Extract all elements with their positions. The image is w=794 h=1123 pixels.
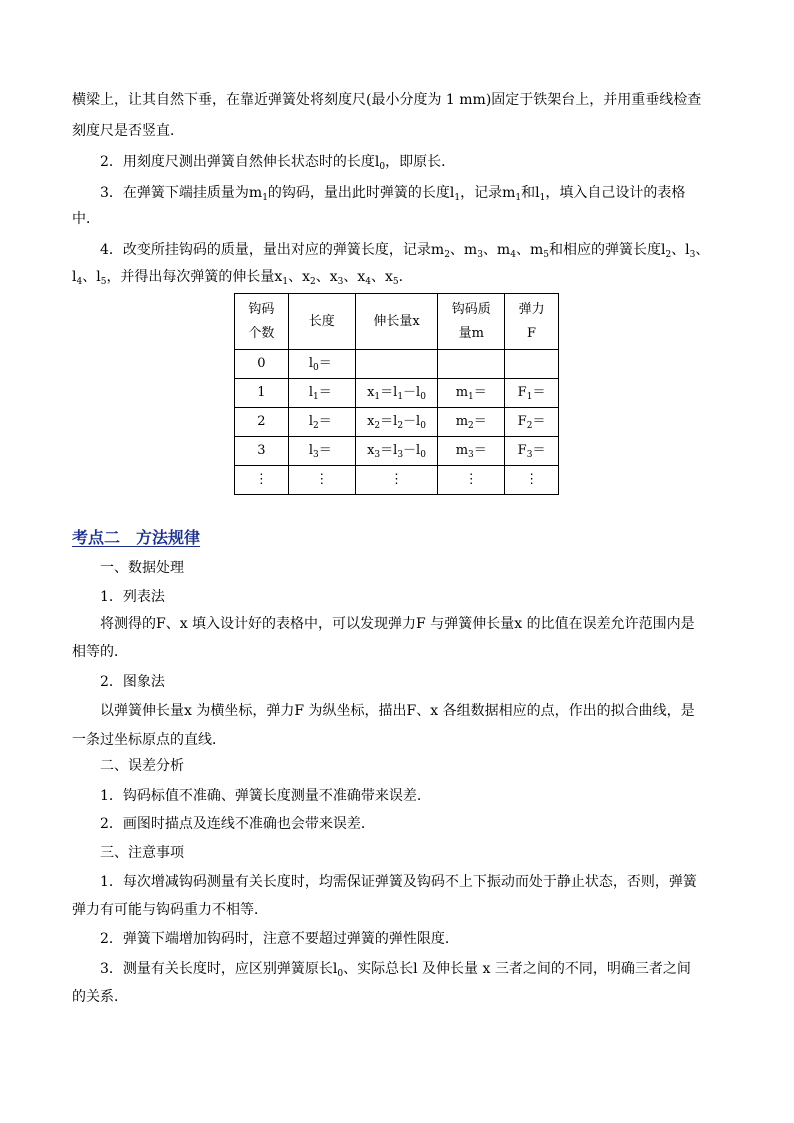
paragraph-line: 刻度尺是否竖直． [72,123,184,139]
table-cell: ⋮ [235,466,289,495]
table-cell: 2 [235,408,289,437]
table-row [235,408,559,437]
note-item-cont: 的关系． [72,989,128,1005]
table-cell: 3 [235,437,289,466]
table-cell [438,350,505,379]
table-cell: $m_2=$ [438,408,505,437]
note-item: 2．弹簧下端增加钩码时，注意不要超过弹簧的弹性限度． [100,931,459,947]
table-cell: 1 [235,379,289,408]
table-cell: $m_1=$ [438,379,505,408]
table-row [235,466,559,495]
step-2: 2．用刻度尺测出弹簧自然伸长状态时的长度$l_0$，即原长． [100,154,456,172]
note-item-cont: 弹力有可能与钩码重力不相等． [72,902,268,918]
table-cell: $l_2=$ [288,408,355,437]
table-cell: $l_0=$ [288,350,355,379]
table-cell: $l_1=$ [288,379,355,408]
paragraph-line: 将测得的F、x 填入设计好的表格中，可以发现弹力F 与弹簧伸长量x 的比值在误差允许范围内是 [100,616,695,632]
header-cell: 弹力 F [505,294,559,350]
table-cell: ⋮ [505,466,559,495]
header-cell: 伸长量x [355,294,438,350]
table-cell: $x_1=l_1-l_0$ [355,379,438,408]
method-graph: 2．图象法 [100,674,165,690]
paragraph-line: 横梁上，让其自然下垂，在靠近弹簧处将刻度尺(最小分度为 1 mm)固定于铁架台上，并用重垂线检查 [72,92,702,108]
header-cell: 钩码 个数 [235,294,289,350]
note-item: 1．每次增减钩码测量有关长度时，均需保证弹簧及钩码不上下振动而处于静止状态，否则，弹簧 [100,874,697,890]
table-cell: ⋮ [438,466,505,495]
step-4-cont: $l_4$、$l_5$，并得出每次弹簧的伸长量$x_1$、$x_2$、$x_3$、$x_4$、$x_5$. [72,269,404,287]
section-heading: 考点二 方法规律 [72,528,201,547]
header-cell: 长度 [288,294,355,350]
step-4: 4．改变所挂钩码的质量，量出对应的弹簧长度，记录$m_2$、$m_3$、$m_4$、$m_5$和相应的弹簧长度$l_2$、$l_3$、 [100,242,710,260]
table-cell: ⋮ [288,466,355,495]
table-cell [505,350,559,379]
table-cell: $x_3=l_3-l_0$ [355,437,438,466]
table-row [235,437,559,466]
method-list: 1．列表法 [100,589,165,605]
error-item: 2．画图时描点及连线不准确也会带来误差． [100,816,375,832]
table-cell: 0 [235,350,289,379]
paragraph-line: 以弹簧伸长量x 为横坐标，弹力F 为纵坐标，描出F、x 各组数据相应的点，作出的拟合曲线，是 [100,703,695,719]
table-cell: $x_2=l_2-l_0$ [355,408,438,437]
table-cell [355,350,438,379]
error-item: 1．钩码标值不准确、弹簧长度测量不准确带来误差． [100,788,431,804]
step-3: 3．在弹簧下端挂质量为$m_1$的钩码，量出此时弹簧的长度$l_1$，记录$m_1$和$l_1$，填入自己设计的表格 [100,185,686,203]
subheading-error-analysis: 二、误差分析 [100,758,184,774]
paragraph-line: 一条过坐标原点的直线． [72,732,226,748]
header-cell: 钩码质 量m [438,294,505,350]
table-cell: $m_3=$ [438,437,505,466]
table-header-row [235,294,559,350]
step-3-cont: 中． [72,211,100,227]
table-cell: ⋮ [355,466,438,495]
note-item: 3．测量有关长度时，应区别弹簧原长$l_0$、实际总长l 及伸长量 x 三者之间的不同，明确三者之间 [100,961,691,979]
table-cell: $F_2=$ [505,408,559,437]
table-cell: $F_1=$ [505,379,559,408]
subheading-notes: 三、注意事项 [100,845,184,861]
table-cell: $F_3=$ [505,437,559,466]
table-row [235,350,559,379]
subheading-data-processing: 一、数据处理 [100,560,184,576]
data-table [234,293,559,495]
table-row [235,379,559,408]
table-cell: $l_3=$ [288,437,355,466]
paragraph-line: 相等的． [72,644,128,660]
